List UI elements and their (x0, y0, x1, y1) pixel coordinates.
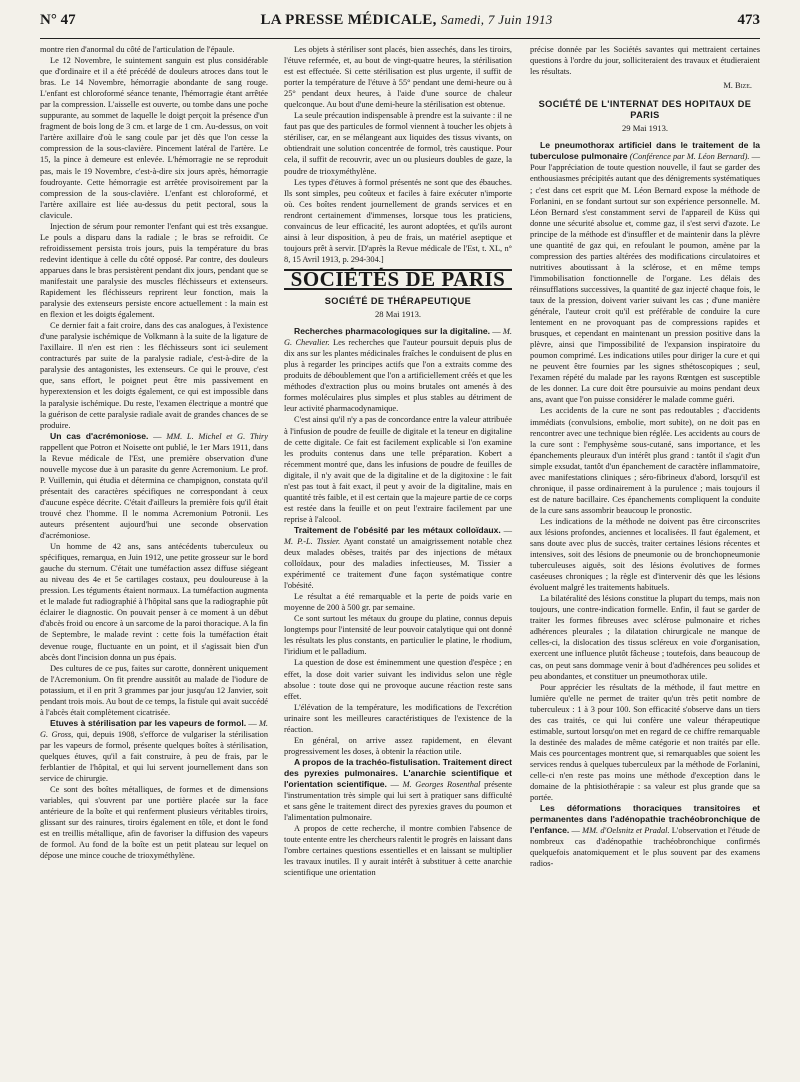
journal-title (261, 12, 553, 29)
article-heading: Les déformations thoraciques transitoires et permanentes dans l'adénopathie trachéobronchique de l'enfance. (530, 803, 760, 836)
paragraph: Les accidents de la cure ne sont pas redoutables ; d'accidents immédiats (convulsions, embolie, mort subite), on ne doit pas en rencontrer avec une technique bien réglée. Les accidents au cours de la cure sont : l'emphysème sous-cutané, sans importance, et les épanchements pleuraux d'un intérêt plus grand : tantôt il s'agit d'un simple exsudat, tantôt d'un épanchement de caractère inflammatoire, avec manifestations cliniques ; séro-fibrineux d'abord, lorsqu'il est chronique, il passe ordinairement à la purulence ; mais toujours il est de nature bacillaire. Ces épanchements compliquent la conduite de la cure sans assombrir beaucoup le pronostic. (530, 406, 760, 515)
article-authors: MM. d'Oelsnitz et Pradal. (582, 826, 670, 836)
paragraph: Les objets à stériliser sont placés, bien assechés, dans les tiroirs, l'étuve refermée, et, au bout de vingt-quatre heures, la stérilisation est est effectuée. Si cette stérilisation est plus urgente, il suffit de porter la température de l'étuve à 55° pendant une demi-heure ou à 25° pendant deux heures, à l'aide d'une source de chaleur quelconque. Au bout d'une demi-heure la stérilisation est obtenue. (284, 45, 512, 110)
article-deformations: Les déformations thoraciques transitoires et permanentes dans l'adénopathie trachéobronchique de l'enfance. — MM. d'Oelsnitz et Pradal. L'observation et l'étude de nombreux cas d'adénopathie trachéobronchique confirmés quelquefois anatomiquement et le plus souvent par des examens radios- (530, 803, 760, 869)
paragraph: Les types d'étuves à formol présentés ne sont que des ébauches. Ils sont simples, peu coûteux et faciles à faire exécuter n'importe où. Ces boîtes rendent journellement de grands services et en rendront certainement d'immenses, lorsque tous les praticiens, convaincus de leur efficacité, les auront adoptées, et qu'ils auront ainsi à leur disposition, à peu de frais, un matériel aseptique et toujours prêt à servir. [D'après la Revue médicale de l'Est, t. XL, n° 8, 15 Avril 1913, p. 294-304.] (284, 177, 512, 264)
paragraph: Ayant constaté un amaigrissement notable chez deux malades obèses, traités par des injections de métaux colloïdaux, pour des maladies infectieuses, M. Tissier a expérimenté ce traitement d'une façon systématique contre l'obésité. (284, 536, 512, 591)
society-heading: SOCIÉTÉ DE THÉRAPEUTIQUE (324, 295, 472, 306)
header-rule (40, 38, 760, 39)
paragraph: Le 12 Novembre, le suintement sanguin est plus considérable que d'ordinaire et il a été précédé de douleurs atroces dans tout le bras. Le 14 Novembre, hémorragie abondante de sang rouge. L'enfant est chloroformé séance tenante, l'hémorragie étant arrêtée par la compression. L'aisselle est ouverte, ou tombe dans une poche suppurante, au sommet de laquelle le doigt perçoit la présence d'un fragment de bois long de 3 cm. et large de 1 cm. Au-dessus, on voit l'artère axillaire d'où le sang coule par jet dès que l'on cesse la compression de la sous-clavière. Pincement latéral de l'artère. Le 15, la pince à demeure est enlevée. L'hémorragie ne se reproduit pas, mais le 19 Novembre, c'est-à-dire six jours après, hémorragie foudroyante. Cette hémorragie est arrêtée provisoirement par la compression de la sous-clavière. L'enfant est chloroformé, et l'artère axillaire est liée au-dessus du petit pectoral, sous la clavicule. (40, 56, 268, 220)
paragraph: La bilatéralité des lésions constitue la plupart du temps, mais non toujours, une contre-indication formelle. Enfin, il faut se garder de traiter les formes fibreuses avec sclérose pulmonaire et riches adhérences pleurales ; la dilatation chirurgicale ne manque de celles-ci, la dislocation des tissus scléreux en voie d'organisation, exercent une influence plutôt fâcheuse ; toutefois, dans beaucoup de cas, on peut sans dommage venir à bout d'adhérences peu solides et peu abondantes, et constituer un pneumothorax utile. (530, 594, 760, 681)
signature: M. Bize. (723, 81, 752, 91)
article-authors: M. Georges Rosenthal (402, 780, 481, 789)
article-tracheo: A propos de la trachéo-fistulisation. Traitement direct des pyrexies pulmonaires. L'anarchie scientifique et l'orientation scientifique. — M. Georges Rosenthal présente l'instrumentation très simple qui lui sert à pratiquer sans difficulté et sans gêne le traitement direct des pyrexies graves du poumon et l'alimentation pulmonaire. (284, 756, 513, 823)
paragraph: Ce sont des boîtes métalliques, de formes et de dimensions variables, qui s'ouvrent par une portière placée sur la face antérieure de la boîte et qui renferment plusieurs véritables tiroirs, glissant sur des rainures, tiroirs également en tôle, et dont le fond est en treillis métallique, afin de favoriser la diffusion des vapeurs de formol. Au fond de la boîte est un petit plateau sur lequel on dépose une mince couche de trioxyméthylène. (40, 785, 268, 861)
paragraph: A propos de cette recherche, il montre combien l'absence de toute entente entre les chercheurs ralentit le progrès en laissant dans l'ombre certaines questions essentielles et en laissant se multiplier les travaux inutiles. Il y aurait intérêt à substituer à cette anarchie scientifique une orientation (284, 824, 512, 878)
article-obesite: Traitement de l'obésité par les métaux colloïdaux. — M. P.-L. Tissier. Ayant constaté un amaigrissement notable chez deux malades obèses, traités par des injections de métaux colloïdaux, pour des maladies infectieuses, M. Tissier a expérimenté ce traitement d'une façon systématique contre l'obésité. (284, 524, 512, 591)
paragraph: Des cultures de ce pus, faites sur carotte, donnèrent uniquement de l'Acremonium. On fit prendre aussitôt au malade de l'iodure de potassium, et il en prit 3 grammes par jour jusqu'au 12 Janvier, soit pendant trois mois. Au bout de ce temps, la fistule qui avait succédé à l'abcès était complètement cicatrisée. (40, 663, 268, 717)
paragraph: Les indications de la méthode ne doivent pas être circonscrites aux lésions profondes, anciennes et localisées. Il faut également, et sans doute avec plus de succès, traiter certaines lésions récentes et intensives, soit des lésions de pneumonie ou de bronchopneumonie tuberculeuses aiguës, soit des lésions évolutives de formes caséeuses chroniques ; la règle est d'intervenir dès que les lésions évoluent malgré les traitements habituels. (530, 516, 760, 593)
article-authors: MM. L. Michel et G. Thiry (166, 431, 268, 441)
society-date: 28 Mai 1913. (374, 309, 422, 320)
paragraph: La question de dose est éminemment une question d'espèce ; en effet, la dose doit varier suivant les individus selon une règle absolue : toute dose qui ne provoque aucune réaction reste sans effet. (284, 658, 512, 701)
article-heading: Un cas d'acrémoniose. (50, 430, 149, 441)
paragraph: qui, depuis 1908, s'efforce de vulgariser la stérilisation par les vapeurs de formol, présente quelques boîtes à stérilisation, quelques étuves, qu'il a fait construire, à peu de frais, par le ferblantier de l'hôpital, et qui lui servent journellement dans son service de chirurgie. (40, 729, 269, 784)
paragraph: Les recherches que l'auteur poursuit depuis plus de dix ans sur les plantes médicinales fraîches le conduisent de plus en plus à regarder les principes actifs que l'on a extraits comme des produits de déboublement que l'on a artificiellement créés et que les méthodes d'extraction plus ou moins brutales ont amenés à des formes moléculaires plus simples et plus stables au détriment de leur activité pharmacodynamique. (284, 338, 512, 414)
column-1 (40, 44, 268, 861)
section-title: SOCIÉTÉS DE PARIS (284, 269, 512, 290)
paragraph: C'est ainsi qu'il n'y a pas de concordance entre la valeur attribuée à l'infusion de poudre de feuille de digitale et la teneur en digitaline de cette digitale. Ce fait est facilement explicable si l'on examine les produits contenus dans une telle préparation. Kobert a récemment montré que, dans les infusions de poudre de feuilles de digitale, il n'y avait que de la digitaline et de la digitoxine : le fait n'est pas tout à fait exact, il peut y avoir de la digitaline, mais en quantité très faible, et il est certain que la majeure partie de ce corps est restée dans la feuille et on peut l'extraire facilement par une reprise à l'alcool. (284, 415, 512, 524)
society-date: 29 Mai 1913. (621, 123, 669, 134)
paragraph: Ce sont surtout les métaux du groupe du platine, connus depuis longtemps pour l'intensité de leur pouvoir catalytique qui ont donné les résultats les plus constants, en particulier le platine, le rhodium, l'iridium et le palladium. (284, 614, 512, 657)
article-authors: (Conférence par M. Léon Bernard). (629, 152, 750, 162)
paragraph: Ce dernier fait a fait croire, dans des cas analogues, à l'existence d'une paralysie ischémique de Volkmann à la suite de la ligature de l'axillaire. Il n'en est rien : les fléchisseurs sont ici seulement contracturés par suite de la paralysie radiale, c'est-à-dire de la paralysie des antagonistes, les extenseurs. Ce qui le prouve, c'est que, sans effort, le poignet peut être mis passivement en hyperextension et les doigts également, ce qui est impossible dans la paralysie ischémique. Du reste, l'examen électrique a montré que la guérison de cette paralysie radiale avait de grandes chances de se produire. (40, 321, 268, 430)
paragraph: L'observation et l'étude de nombreux cas d'adénopathie trachéobronchique confirmés quelquefois anatomiquement et le plus souvent par des examens radios- (530, 826, 760, 869)
article-authors: M. G. Gross (40, 718, 269, 739)
article-pneumothorax: Le pneumothorax artificiel dans le traitement de la tuberculose pulmonaire (Conférence par M. Léon Bernard). — Pour l'appréciation de toute question nouvelle, il faut se garder des enthousiasmes précipités autant que des dénigrements systématiques ; c'est dans cet esprit que M. Léon Bernard expose la méthode de Forlanini, en se fondant surtout sur son expérience personnelle. M. Léon Bernard s'est constamment servi de l'appareil de Küss qui donne une sécurité absolue et, comme gaz, il s'est servi d'azote. Le principe de la méthode est d'insuffler et de maintenir dans la plèvre une quantité de gaz qui, en refoulant le poumon, amène par la compression des parties altérées des modifications circulatoires et nutritives aboutissant à la sclérose, et en même temps l'immobilisation fonctionnelle de l'organe. Les délais des réinsufflations successives, la quantité de gaz injecté chaque fois, le taux de la pression, doivent varier suivant les cas ; d'une manière générale, l'auteur croit qu'il est préférable de conduire la cure lentement en ne provoquant pas de compressions rapides et brusques, et cependant en maintenant un pression positive dans la plèvre, ainsi que l'impossibilité de l'expansion inspiratoire du poumon comprimé. Les indications utiles pour diriger la cure et qui ne peuvent être fournies par les signes sthétoscopiques ; seul, l'examen répété du malade par les rayons Rœntgen est susceptible de les donner. La cure doit être poursuivie au moins pendant deux ans, avant que l'on puisse considérer le malade comme guéri. (530, 140, 761, 405)
article-heading: Etuves à stérilisation par les vapeurs de formol. (50, 717, 247, 728)
paragraph: Pour l'appréciation de toute question nouvelle, il faut se garder des enthousiasmes précipités autant que des dénigrements systématiques ; c'est dans cet esprit que M. Léon Bernard expose la méthode de Forlanini, en se fondant surtout sur son expérience personnelle. M. Léon Bernard s'est constamment servi de l'appareil de Küss qui donne une sécurité absolue et, comme gaz, il s'est servi d'azote. Le principe de la méthode est d'insuffler et de maintenir dans la plèvre une quantité de gaz qui, en refoulant le poumon, amène par la compression des parties altérées des modifications circulatoires et nutritives aboutissant à la sclérose, et en même temps l'immobilisation fonctionnelle de l'organe. Les délais des réinsufflations successives, la quantité de gaz injecté chaque fois, le taux de la pression, doivent varier suivant les cas ; d'une manière générale, l'auteur croit qu'il est préférable de conduire la cure lentement en ne provoquant pas de compressions rapides et brusques, et cependant en maintenant un pression positive dans la plèvre, ainsi que l'impossibilité de l'expansion inspiratoire du poumon comprimé. Les indications utiles pour diriger la cure et qui ne peuvent être fournies par les signes sthétoscopiques ; seul, l'examen répété du malade par les rayons Rœntgen est susceptible de les donner. La cure doit être poursuivie au moins pendant deux ans, avant que l'on puisse considérer le malade comme guéri. (530, 163, 760, 405)
column-3 (530, 44, 760, 869)
article-heading: A propos de la trachéo-fistulisation. Traitement direct des pyrexies pulmonaires. L'anarchie scientifique et l'orientation scientifique. (284, 756, 512, 789)
paragraph: Le résultat a été remarquable et la perte de poids varie en moyenne de 200 à 500 gr. par semaine. (284, 592, 512, 613)
article-etuves: Etuves à stérilisation par les vapeurs de formol. — M. G. Gross, qui, depuis 1908, s'efforce de vulgariser la stérilisation par les vapeurs de formol, présente quelques boîtes à stérilisation, quelques étuves, qu'il a fait construire, à peu de frais, par le ferblantier de l'hôpital, et qui lui servent journellement dans son service de chirurgie. (40, 717, 269, 784)
page-number: 473 (737, 12, 760, 28)
paragraph: En général, on arrive assez rapidement, en élevant progressivement les doses, à obtenir la réaction utile. (284, 735, 512, 756)
society-heading: SOCIÉTÉ DE L'INTERNAT DES HOPITAUX DE PARIS (538, 99, 752, 121)
article-digitaline: Recherches pharmacologiques sur la digitaline. — M. G. Chevalier. Les recherches que l'auteur poursuit depuis plus de dix ans sur les plantes médicinales fraîches le conduisent de plus en plus à regarder les principes actifs que l'on a extraits comme des produits de déboublement que l'on a artificiellement créés et que les méthodes d'extraction plus ou moins brutales ont amenés à des formes moléculaires plus simples et plus stables au détriment de leur activité pharmacodynamique. (284, 326, 512, 414)
paragraph: précise donnée par les Sociétés savantes qui mettraient certaines questions à l'ordre du jour, solliciteraient des travaux et étudieraient les résultats. (530, 45, 760, 77)
column-2 (284, 44, 512, 878)
article-heading: Le pneumothorax artificiel dans le traitement de la tuberculose pulmonaire (530, 140, 760, 162)
issue-number: N° 47 (40, 12, 76, 28)
paragraph: L'élévation de la température, les modifications de l'excrétion urinaire sont les meilleures caractéristiques de l'existence de la réaction. (284, 702, 512, 734)
article-heading: Recherches pharmacologiques sur la digitaline. (294, 326, 491, 337)
paragraph: présente l'instrumentation très simple qui lui sert à pratiquer sans difficulté et sans gêne le traitement direct des pyrexies graves du poumon et l'alimentation pulmonaire. (284, 780, 513, 823)
issue-date: Samedi, 7 Juin 1913 (440, 12, 553, 27)
page-header (40, 12, 760, 38)
paragraph: Un homme de 42 ans, sans antécédents tuberculeux ou spécifiques, remarqua, en Juin 1912, une petite grosseur sur le bord gauche du sternum. C'était une tuméfaction assez diffuse siégeant au niveau des 4e et 5e cartilages costaux, peu douloureuse à la pression. Les téguments étaient normaux. La tuméfaction augmenta et le malade fut radiographié à l'hôpital sans que la radiographie pût éclairer le diagnostic. On pouvait penser à ce moment à un début d'abcès froid ou encore à un sarcome de la paroi thoracique. A la fin de Septembre, le malade revint : cette fois la tuméfaction était devenue rouge, fluctuante en un point, et il s'agissait bien d'un abcès dont l'incision donna un pus épais. (40, 542, 268, 662)
paragraph: rappellent que Potron et Noisette ont publié, le 1er Mars 1911, dans la Revue médicale de l'Est, une première observation d'une nouvelle mycose due à un parasite du genre Acremonium. Le prof. P. Vuillemin, qui étudia et détermina ce champignon, constata qu'il présentait des caractères spécifiques ne correspondant à ceux d'aucune espèce décrite. C'était d'ailleurs la première fois qu'il était trouvé chez l'homme. Il le nomma Acremonium Potronii. Les auteurs présentent aujourd'hui une seconde observation d'acrémoniose. (40, 442, 268, 541)
paragraph: montre rien d'anormal du côté de l'articulation de l'épaule. (40, 45, 235, 54)
article-heading: Traitement de l'obésité par les métaux colloïdaux. (294, 524, 501, 535)
article-authors: M. P.-L. Tissier. (284, 536, 341, 546)
article-authors: M. G. Chevalier. (284, 327, 512, 348)
paragraph: Pour apprécier les résultats de la méthode, il faut mettre en lumière qu'elle ne permet de traiter qu'un très petit nombre de tuberculeux : 1 à 3 pour 100. Son efficacité s'observe dans un tiers des cas traités, ce qui lui confère une valeur thérapeutique estimable, surtout lorsqu'on met en regard de ce chiffre remarquable la destinée des malades de même catégorie et non traités par elle. Mais ces pourcentages montrent que, si remarquables que soient les services rendus à quelques tuberculeux par la méthode de Forlanini, celle-ci n'en reste pas moins une méthode d'exception dans le domaine de la phtisiothérapie : sa valeur est plus grande que sa portée. (530, 682, 760, 803)
article-acremoniose: Un cas d'acrémoniose. — MM. L. Michel et G. Thiry rappellent que Potron et Noisette ont publié, le 1er Mars 1911, dans la Revue médicale de l'Est, une première observation d'une nouvelle mycose due à un parasite du genre Acremonium. Le prof. P. Vuillemin, qui étudia et détermina ce champignon, constata qu'il présentait des caractères spécifiques ne correspondant à ceux d'aucune espèce décrite. C'était d'ailleurs la première fois qu'il était trouvé chez l'homme. Il le nomma Acremonium Potronii. Les auteurs présentent aujourd'hui une seconde observation d'acrémoniose. (40, 430, 268, 541)
paragraph: La seule précaution indispensable à prendre est la suivante : il ne faut pas que des particules de formol viennent à toucher les objets à stériliser, car, en se mélangeant aux liquides des tissus vivants, on obtiendrait une solution concentrée de formol, très caustique. Pour cela, il suffit de recouvrir, avec un ou plusieurs doubles de gaze, la poudre de trioxyméthylène. (284, 111, 512, 176)
journal-name: LA PRESSE MÉDICALE, (260, 12, 437, 28)
paragraph: Injection de sérum pour remonter l'enfant qui est très exsangue. Le pouls a disparu dans la radiale ; le bras se refroidit. Ce refroidissement persista trois jours, puis la température du bras redevint identique à celle du côté opposé. Par contre, des douleurs apparues dans le bras persistèrent pendant dix jours, pendant que se manifestait une paralysie des muscles fléchisseurs et extenseurs. Rapidement les fléchisseurs reprirent leur fonction, mais la paralysie des extenseurs persiste encore actuellement : la main est en flexion et les doigts également. (40, 221, 268, 320)
